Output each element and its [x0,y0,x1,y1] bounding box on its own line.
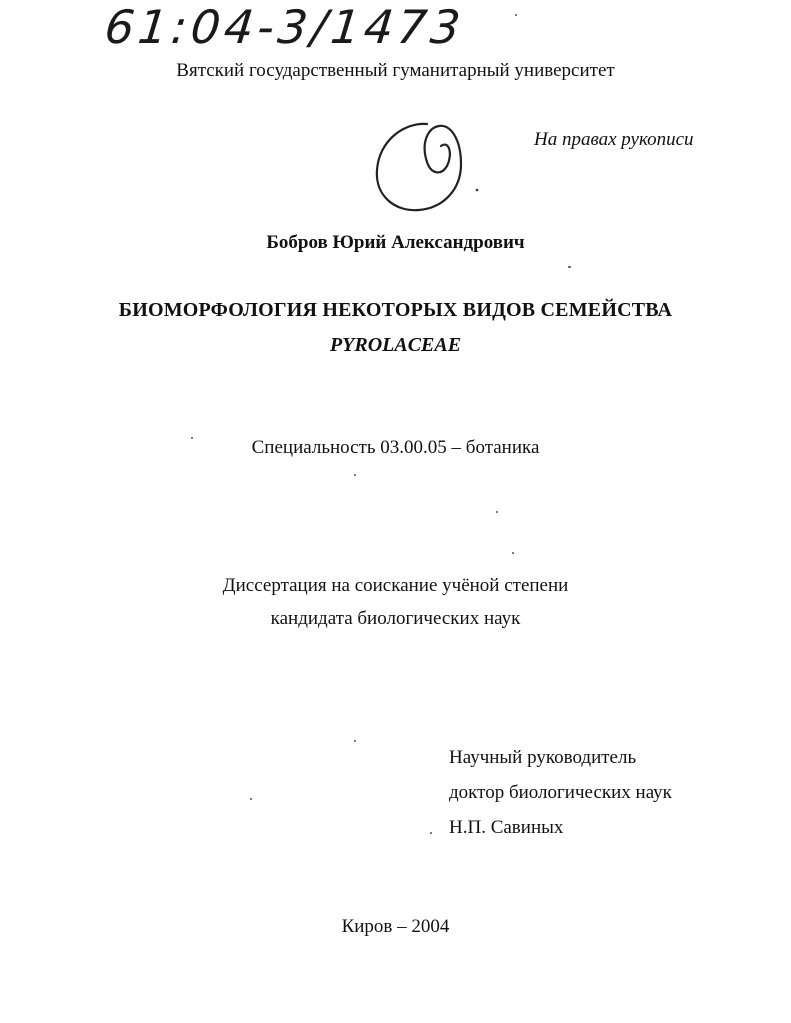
signature-icon [365,118,480,218]
supervisor-name: Н.П. Савиных [449,817,564,838]
scan-speck [354,474,356,476]
university-name: Вятский государственный гуманитарный университет [176,60,615,81]
city-year: Киров – 2004 [341,916,450,937]
scan-speck [512,552,514,554]
scan-speck [430,832,432,834]
handwritten-archive-number: 61:04-3/1473 [102,0,467,54]
supervisor-role: Научный руководитель [449,747,637,768]
scan-speck [191,437,193,439]
scan-speck [496,511,498,513]
scan-speck [250,798,252,800]
author-name: Бобров Юрий Александрович [266,232,525,253]
supervisor-degree: доктор биологических наук [449,782,672,803]
thesis-title-line1: БИОМОРФОЛОГИЯ НЕКОТОРЫХ ВИДОВ СЕМЕЙСТВА [118,299,673,321]
scan-speck [515,14,517,16]
scan-speck [354,740,356,742]
dissertation-degree-line1: Диссертация на соискание учёной степени [222,575,569,596]
thesis-title-line2: PYROLACEAE [329,334,462,356]
scan-speck [568,266,571,268]
manuscript-rights-note: На правах рукописи [534,129,694,150]
dissertation-degree-line2: кандидата биологических наук [270,608,521,629]
specialty: Специальность 03.00.05 – ботаника [251,437,540,458]
